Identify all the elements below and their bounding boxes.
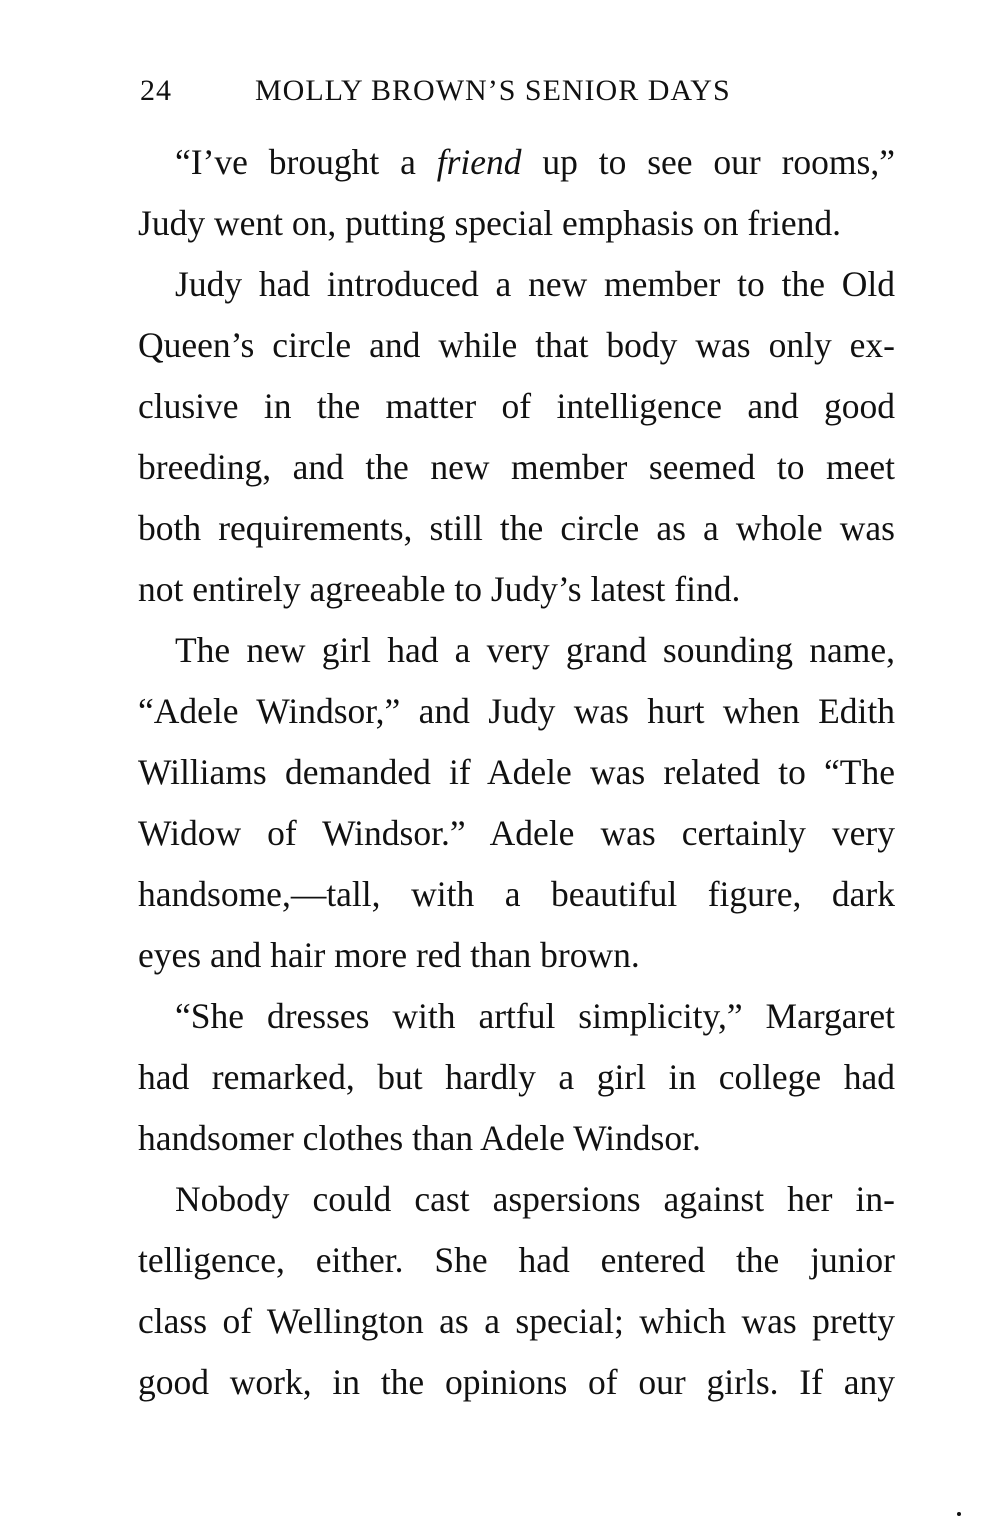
stray-ink-mark (957, 1512, 961, 1516)
text-line: good work, in the opinions of our girls. If any (138, 1362, 895, 1402)
paragraph (138, 1169, 895, 1413)
text-line: Nobody could cast aspersions against her in- (175, 1179, 895, 1219)
page-number: 24 (140, 74, 172, 107)
paragraph (138, 620, 895, 986)
text-line: class of Wellington as a special; which was pretty (138, 1301, 895, 1341)
text-run: “I’ve brought a (175, 142, 437, 182)
paragraph (138, 986, 895, 1169)
running-head (140, 74, 900, 118)
paragraph (138, 132, 895, 254)
body-text (138, 132, 895, 1413)
text-line: “She dresses with artful simplicity,” Margaret (175, 996, 895, 1036)
text-line: Widow of Windsor.” Adele was certainly very (138, 813, 895, 853)
text-line: clusive in the matter of intelligence and good (138, 386, 895, 426)
text-run: up to see our rooms,” (521, 142, 895, 182)
text-line: eyes and hair more red than brown. (138, 935, 640, 975)
text-line: Judy went on, putting special emphasis on friend. (138, 203, 841, 243)
text-line: telligence, either. She had entered the junior (138, 1240, 895, 1280)
text-line: Judy had introduced a new member to the Old (175, 264, 895, 304)
text-line: breeding, and the new member seemed to meet (138, 447, 895, 487)
emphasized-word: friend (436, 142, 522, 182)
text-line: Queen’s circle and while that body was only ex- (138, 325, 895, 365)
text-line: both requirements, still the circle as a whole was (138, 508, 895, 548)
text-line: not entirely agreeable to Judy’s latest find. (138, 569, 741, 609)
text-line: The new girl had a very grand sounding name, (175, 630, 895, 670)
text-line: handsomer clothes than Adele Windsor. (138, 1118, 701, 1158)
text-line: had remarked, but hardly a girl in college had (138, 1057, 895, 1097)
paragraph (138, 254, 895, 620)
text-line (138, 132, 895, 193)
text-line: Williams demanded if Adele was related to “The (138, 752, 895, 792)
text-line: “Adele Windsor,” and Judy was hurt when Edith (138, 691, 895, 731)
text-line: handsome,—tall, with a beautiful figure, dark (138, 874, 895, 914)
running-title: MOLLY BROWN’S SENIOR DAYS (255, 74, 731, 107)
